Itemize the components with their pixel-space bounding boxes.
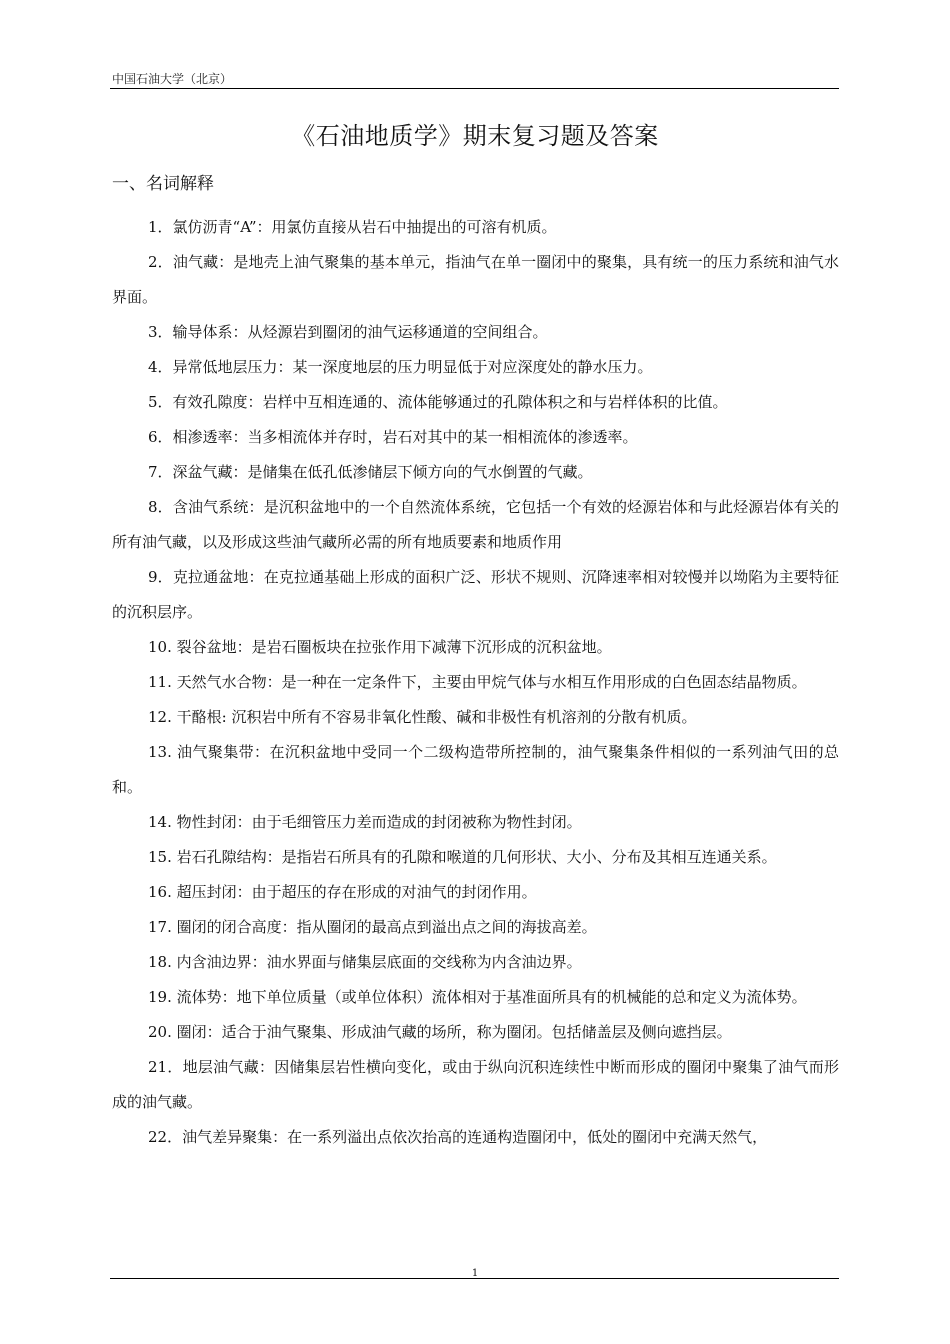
list-item: 12. 干酪根: 沉积岩中所有不容易非氧化性酸、碱和非极性有机溶剂的分散有机质。 xyxy=(148,708,697,726)
list-item: 14. 物性封闭：由于毛细管压力差而造成的封闭被称为物性封闭。 xyxy=(148,813,582,831)
list-item: 6．相渗透率：当多相流体并存时，岩石对其中的某一相相流体的渗透率。 xyxy=(148,428,638,446)
list-item: 18. 内含油边界：油水界面与储集层底面的交线称为内含油边界。 xyxy=(148,953,582,971)
page-number: 1 xyxy=(471,1268,479,1279)
list-item: 4．异常低地层压力：某一深度地层的压力明显低于对应深度处的静水压力。 xyxy=(148,358,653,376)
list-item: 3．输导体系：从烃源岩到圈闭的油气运移通道的空间组合。 xyxy=(148,323,548,341)
header-institution: 中国石油大学（北京） xyxy=(112,72,233,86)
list-item: 9．克拉通盆地：在克拉通基础上形成的面积广泛、形状不规则、沉降速率相对较慢并以坳陷为主要特征的沉积层序。 xyxy=(112,568,839,621)
list-item: 11. 天然气水合物：是一种在一定条件下，主要由甲烷气体与水相互作用形成的白色固态结晶物质。 xyxy=(148,673,807,691)
list-item: 16. 超压封闭：由于超压的存在形成的对油气的封闭作用。 xyxy=(148,883,537,901)
list-item: 7．深盆气藏：是储集在低孔低渗储层下倾方向的气水倒置的气藏。 xyxy=(148,463,593,481)
list-item: 15. 岩石孔隙结构：是指岩石所具有的孔隙和喉道的几何形状、大小、分布及其相互连通关系。 xyxy=(148,848,777,866)
list-item: 1．氯仿沥青“A”：用氯仿直接从岩石中抽提出的可溶有机质。 xyxy=(148,218,557,236)
list-item: 17. 圈闭的闭合高度：指从圈闭的最高点到溢出点之间的海拔高差。 xyxy=(148,918,597,936)
list-item: 8．含油气系统：是沉积盆地中的一个自然流体系统，它包括一个有效的烃源岩体和与此烃源岩体有关的所有油气藏，以及形成这些油气藏所必需的所有地质要素和地质作用 xyxy=(112,498,839,551)
list-item: 5．有效孔隙度：岩样中互相连通的、流体能够通过的孔隙体积之和与岩样体积的比值。 xyxy=(148,393,728,411)
list-item: 22．油气差异聚集：在一系列溢出点依次抬高的连通构造圈闭中，低处的圈闭中充满天然气， xyxy=(148,1128,768,1146)
list-item: 21．地层油气藏：因储集层岩性横向变化，或由于纵向沉积连续性中断而形成的圈闭中聚集了油气而形成的油气藏。 xyxy=(112,1058,839,1111)
list-item: 2．油气藏：是地壳上油气聚集的基本单元，指油气在单一圈闭中的聚集，具有统一的压力系统和油气水界面。 xyxy=(112,253,839,306)
header-divider xyxy=(110,88,839,89)
section-heading: 一、名词解释 xyxy=(112,174,214,194)
list-item: 20. 圈闭：适合于油气聚集、形成油气藏的场所，称为圈闭。包括储盖层及侧向遮挡层。 xyxy=(148,1023,732,1041)
list-item: 19. 流体势：地下单位质量（或单位体积）流体相对于基准面所具有的机械能的总和定义为流体势。 xyxy=(148,988,807,1006)
list-item: 10. 裂谷盆地：是岩石圈板块在拉张作用下减薄下沉形成的沉积盆地。 xyxy=(148,638,612,656)
document-title: 《石油地质学》期末复习题及答案 xyxy=(291,122,659,150)
list-item: 13. 油气聚集带：在沉积盆地中受同一个二级构造带所控制的，油气聚集条件相似的一系列油气田的总和。 xyxy=(112,743,839,796)
definition-list xyxy=(112,210,839,1155)
